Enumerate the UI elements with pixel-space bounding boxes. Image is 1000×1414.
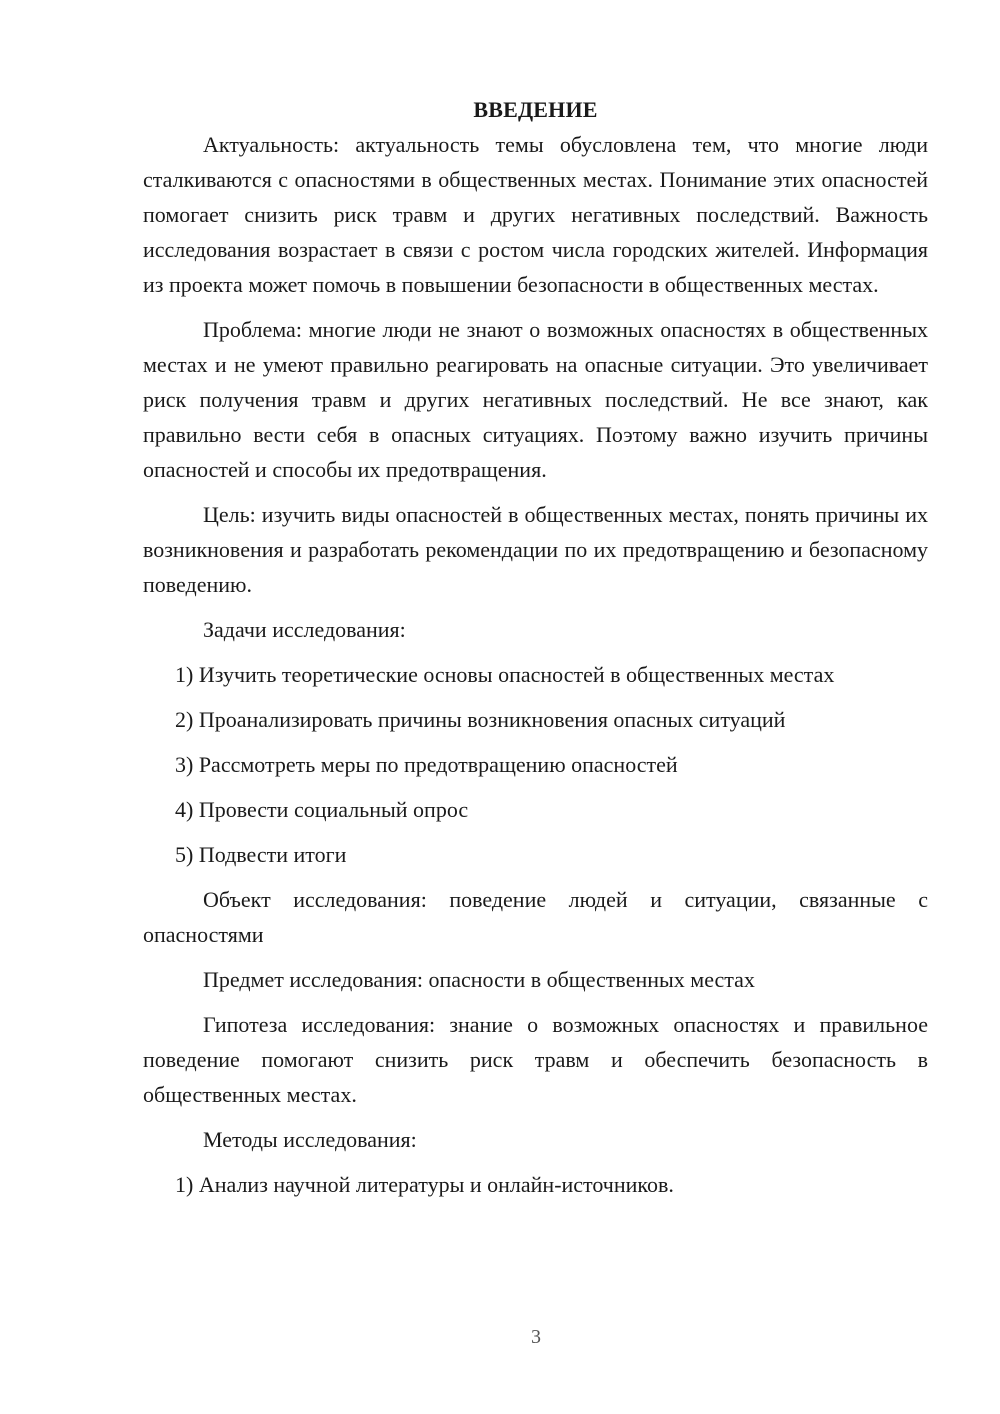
subject-paragraph: Предмет исследования: опасности в общественных местах: [203, 967, 755, 992]
task-item: 3) Рассмотреть меры по предотвращению опасностей: [175, 752, 678, 777]
problem-paragraph: Проблема: многие люди не знают о возможных опасностях в общественных местах и не умеют правильно реагировать на опасные ситуации. Это увеличивает риск получения травм и других негативных последствий. Не все знают, как правильно вести себя в опасных ситуациях. Поэтому важно изучить причины опасностей и способы их предотвращения.: [143, 317, 928, 482]
task-item: 1) Изучить теоретические основы опасностей в общественных местах: [175, 662, 835, 687]
object-paragraph: Объект исследования: поведение людей и ситуации, связанные с опасностями: [143, 887, 928, 947]
goal-paragraph: Цель: изучить виды опасностей в общественных местах, понять причины их возникновения и разработать рекомендации по их предотвращению и безопасному поведению.: [143, 502, 928, 597]
document-page: [143, 92, 928, 1202]
relevance-paragraph: Актуальность: актуальность темы обусловлена тем, что многие люди сталкиваются с опасностями в общественных местах. Понимание этих опасностей помогает снизить риск травм и других негативных последствий. Важность исследования возрастает в связи с ростом числа городских жителей. Информация из проекта может помочь в повышении безопасности в общественных местах.: [143, 132, 928, 297]
methods-label: Методы исследования:: [203, 1127, 417, 1152]
task-item: 4) Провести социальный опрос: [175, 797, 469, 822]
task-item: 2) Проанализировать причины возникновения опасных ситуаций: [175, 707, 786, 732]
section-heading: ВВЕДЕНИЕ: [473, 97, 598, 122]
hypothesis-paragraph: Гипотеза исследования: знание о возможных опасностях и правильное поведение помогают снизить риск травм и обеспечить безопасность в общественных местах.: [143, 1012, 928, 1107]
task-item: 5) Подвести итоги: [175, 842, 347, 867]
page-number: 3: [531, 1326, 541, 1348]
tasks-label: Задачи исследования:: [203, 617, 406, 642]
method-item: 1) Анализ научной литературы и онлайн-источников.: [175, 1172, 674, 1197]
